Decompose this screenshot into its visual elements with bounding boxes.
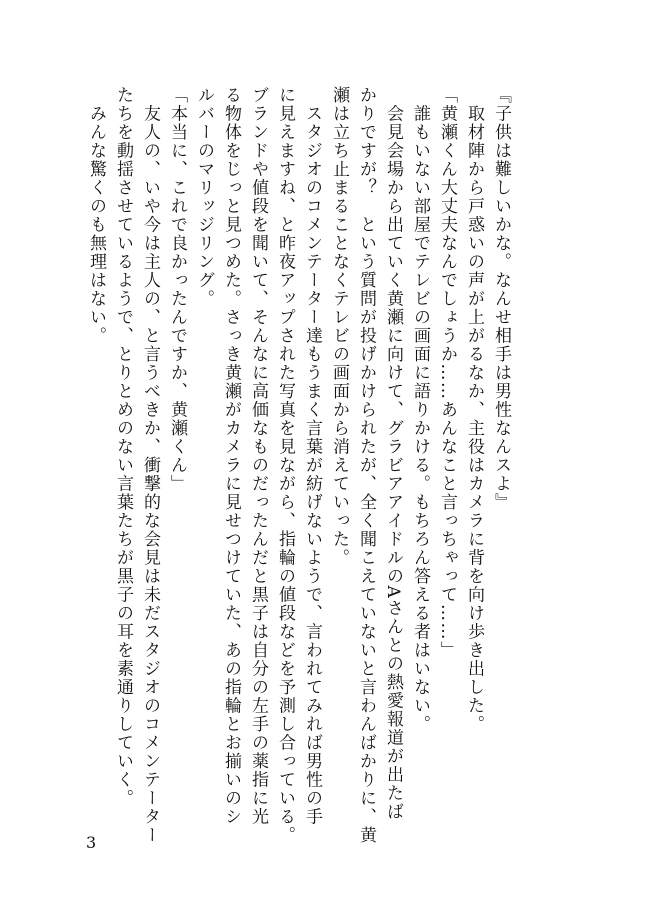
text-line: に見えますね、と昨夜アップされた写真を見ながら、指輪の値段などを予測し合っている。: [275, 86, 295, 845]
text-line: スタジオのコメンテーター達もうまく言葉が紡げないようで、言われてみれば男性の手: [302, 86, 322, 826]
text-line: 「黄瀬くん大丈夫なんでしょうか……あんなこと言っちゃって……」: [437, 86, 457, 660]
text-line: ルバーのマリッジリング。: [194, 86, 214, 308]
text-line: みんな驚くのも無理はない。: [86, 86, 106, 345]
text-line: 「本当に、これで良かったんですか、黄瀬くん」: [167, 86, 187, 493]
text-line: ブランドや値段を聞いて、そんなに高価なものだったんだと黒子は自分の左手の薬指に光: [248, 86, 268, 826]
text-line: る物体をじっと見つめた。さっき黄瀬がカメラに見せつけていた、あの指輪とお揃いのシ: [221, 86, 241, 826]
text-line: 誰もいない部屋でテレビの画面に語りかける。もちろん答える者はいない。: [410, 86, 430, 734]
text-line: 会見会場から出ていく黄瀬に向けて、グラビアアイドルのAさんとの熱愛報道が出たば: [383, 86, 403, 822]
text-line: たちを動揺させているようで、とりとめのない言葉たちが黒子の耳を素通りしていく。: [113, 86, 133, 808]
text-line: 『子供は難しいかな。なんせ相手は男性なんスよ』: [491, 86, 511, 512]
vertical-text-body: [84, 86, 514, 845]
text-line: 瀬は立ち止まることなくテレビの画面から消えていった。: [329, 86, 349, 567]
page-number: 3: [86, 833, 97, 852]
text-line: 取材陣から戸惑いの声が上がるなか、主役はカメラに背を向け歩き出した。: [464, 86, 484, 734]
text-line: かりですが？ という質問が投げかけられたが、全く聞こえていないと言わんばかりに、黄: [356, 86, 376, 845]
text-line: 友人の、いや今は主人の、と言うべきか、衝撃的な会見は未だスタジオのコメンテーター: [140, 86, 160, 845]
